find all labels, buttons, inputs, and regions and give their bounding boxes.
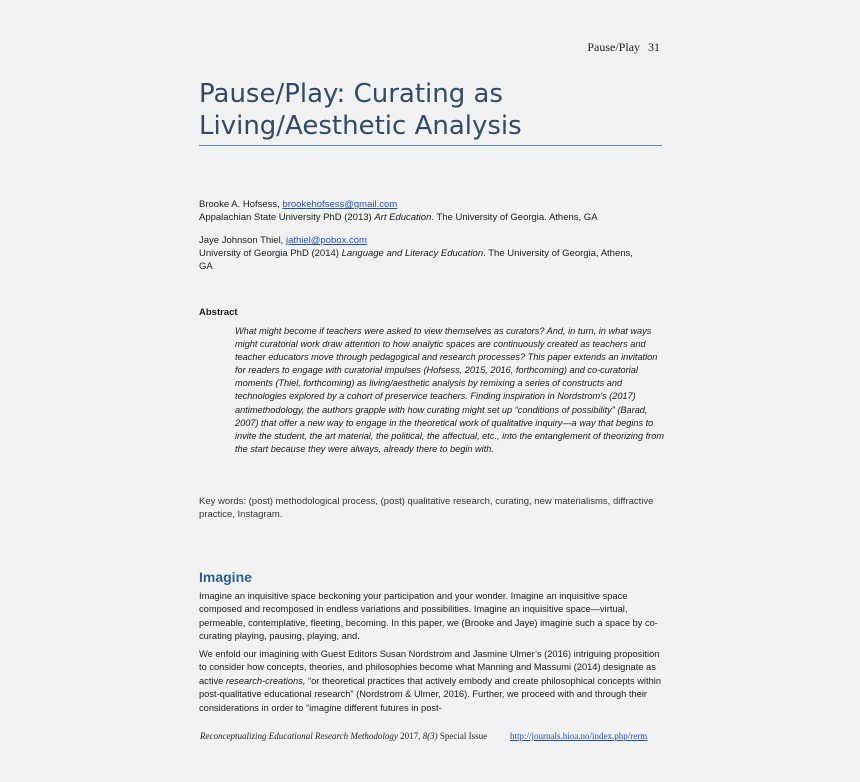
article-title xyxy=(199,78,669,142)
body-paragraph-2 xyxy=(199,648,669,715)
footer-volume: 8(3) xyxy=(422,731,438,741)
article-title-line-2: Living/Aesthetic Analysis xyxy=(199,111,522,141)
author-2-affiliation: University of Georgia PhD (2014) xyxy=(199,248,342,259)
footer-year: 2017, xyxy=(397,731,423,741)
footer-journal-name: Reconceptualizing Educational Research Methodology xyxy=(200,731,398,741)
abstract-text: What might become if teachers were asked to view themselves as curators? And, in turn, in what ways might curatorial work draw attention to how analytic spaces are continuously created as teachers and teacher educators move through pedagogical and research processes? This paper extends an invitation for readers to engage with curatorial impulses (Hofsess, 2015, 2016, forthcoming) and co-curatorial moments (Thiel, forthcoming) as living/aesthetic analysis by remixing a series of constructs and technologies explored by a cohort of preservice teachers. Finding inspiration in Nordstrom’s (2017) antimethodology, the authors grapple with how curating might set up “conditions of possibility” (Barad, 2007) that offer a new way to engage in the theoretical work of qualitative inquiry—a way that begins to invite the student, the art material, the political, the affectual, etc., into the entanglement of theorizing from the start because they were always, already there to begin with. xyxy=(235,326,664,454)
footer-issue: Special Issue xyxy=(437,731,488,741)
footer-journal-link[interactable]: http://journals.hioa.no/index.php/rerm xyxy=(510,731,648,741)
author-2-name: Jaye Johnson Thiel, xyxy=(199,235,286,246)
author-1-field: Art Education xyxy=(374,212,432,223)
title-underline xyxy=(199,145,662,146)
page-footer xyxy=(200,731,670,741)
section-heading: Imagine xyxy=(199,569,252,585)
author-1-email-link[interactable]: brookehofsess@gmail.com xyxy=(282,199,398,210)
paragraph-2-end: “or theoretical practices that actively embody and create philosophical concepts within post-qualitative educational research” (Nordstrom & Ulmer, 2016). Further, we proceed with and through their considerations in order to “imagine different futures in post- xyxy=(199,675,661,713)
author-1-institution: . The University of Georgia. Athens, GA xyxy=(431,212,598,223)
author-2-state: GA xyxy=(199,261,213,272)
page-number: 31 xyxy=(648,40,660,54)
author-1-name: Brooke A. Hofsess, xyxy=(199,199,283,210)
author-1-block xyxy=(199,198,669,224)
paragraph-2-emphasis: research-creations, xyxy=(225,675,306,686)
paragraph-2-start: We enfold our imagining with Guest Editors Susan Nordstrom and Jasmine Ulmer’s (2016) intriguing proposition to consider how concepts, theories, and philosophies become what Manning and Massumi (2014) designate as active xyxy=(199,649,660,686)
author-2-email-link[interactable]: jathiel@pobox.com xyxy=(285,235,367,246)
running-head-title: Pause/Play xyxy=(587,40,640,54)
author-2-field: Language and Literacy Education xyxy=(341,248,484,259)
article-title-line-1: Pause/Play: Curating as xyxy=(199,79,503,109)
running-head xyxy=(587,40,660,55)
author-2-block xyxy=(199,234,669,273)
author-1-affiliation: Appalachian State University PhD (2013) xyxy=(199,212,375,223)
body-paragraph-1: Imagine an inquisitive space beckoning your participation and your wonder. Imagine an inquisitive space composed and recomposed in endless variations and possibilities. Imagine an inquisitive space—virtual, permeable, contemplative, fleeting, becoming. In this paper, we (Brooke and Jaye) imagine such a space by co-curating playing, pausing, playing, and. xyxy=(199,591,658,642)
author-2-institution: . The University of Georgia, Athens, xyxy=(483,248,633,259)
abstract-label: Abstract xyxy=(199,307,238,318)
keywords: Key words: (post) methodological process, (post) qualitative research, curating, new materialisms, diffractive practice, Instagram. xyxy=(199,496,654,520)
